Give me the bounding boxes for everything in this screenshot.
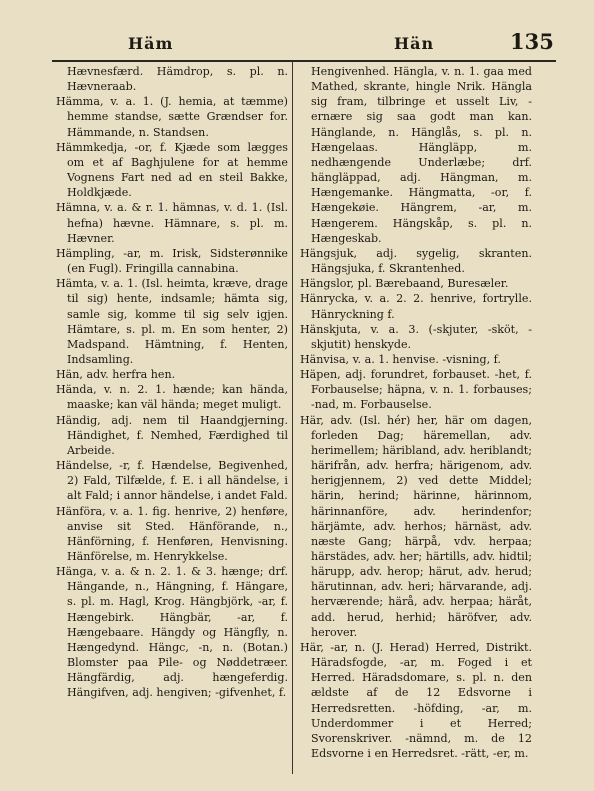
dictionary-entry: Hämpling, -ar, m. Irisk, Sidsterønnike (en Fugl). Fringilla cannabina. (56, 246, 288, 276)
dictionary-entry: Hengivenhed. Hängla, v. n. 1. gaa med Mathed, skrante, hingle Nrik. Hängla sig fram, tilbringe et usselt Liv, - ernære sig saa godt man kan. Hänglande, n. Hänglås, s. pl. n. Hængelaas. Hängläpp, m. nedhængende Underlæbe; drf. hängläppad, adj. Hängman, m. Hængemanke. Hängmatta, -or, f. Hængekøie. Hängrem, -ar, m. Hængerem. Hängskåp, s. pl. n. Hængeskab. (311, 65, 532, 245)
right-column (300, 64, 532, 784)
dictionary-entry: Hämta, v. a. 1. (Isl. heimta, kræve, drage til sig) hente, indsamle; hämta sig, samle sig, komme til sig selv igjen. Hämtare, s. pl. m. En som henter, 2) Madspand. Hämtning, f. Henten, Indsamling. (56, 277, 288, 366)
dictionary-entry: Hævnesfærd. Hämdrop, s. pl. n. Hævneraab. (67, 65, 288, 94)
left-column (56, 64, 288, 784)
dictionary-entry: Här, -ar, n. (J. Herad) Herred, Distrikt. Häradsfogde, -ar, m. Foged i et Herred. Häradsdomare, s. pl. n. den ældste af de 12 Edsvorne i Herredsretten. -höfding, -ar, m. Underdommer i et Herred; Svorenskriver. -nämnd, m. de 12 Edsvorne i en Herredsret. -rätt, -er, m. (300, 640, 532, 761)
dictionary-entry: Hänrycka, v. a. 2. 2. henrive, fortrylle. Hänryckning f. (300, 292, 532, 321)
dictionary-entry: Hän, adv. herfra hen. (56, 368, 176, 382)
dictionary-entry: Hänvisa, v. a. 1. henvise. -visning, f. (300, 352, 501, 366)
dictionary-entry: Hänga, v. a. & n. 2. 1. & 3. hænge; drf. Hängande, n., Hängning, f. Hängare, s. pl. m. Hagl, Krog. Hängbjörk, -ar, f. Hængebirk. Hängbär, -ar, f. Hængebaare. Hängdy og Hängfly, n. Hængedynd. Hängc, -n, n. (Botan.) Blomster paa Pile- og Nøddetræer. Hängfärdig, adj. hængeferdig. Hängifven, adj. hengiven; -gifvenhet, f. (56, 565, 288, 700)
dictionary-entry: Här, adv. (Isl. hér) her, här om dagen, forleden Dag; häremellan, adv. herimellem; häribland, adv. heriblandt; härifrån, adv. herfra; härigenom, adv. herigjennem, 2) ved dette Middel; härin, herind; härinne, härinnom, härinnanföre, adv. herindenfor; härjämte, adv. herhos; härnäst, adv. næste Gang; härpå, vdv. herpaa; härstädes, adv. her; härtills, adv. hidtil; härupp, adv. herop; härut, adv. herud; härutinnan, adv. heri; härvarande, adj. herværende; härå, adv. herpaa; häråt, add. herud, herhid; häröfver, adv. herover. (300, 413, 532, 639)
running-head-right: Hän (394, 34, 435, 53)
dictionary-entry: Hänskjuta, v. a. 3. (-skjuter, -sköt, -skjutit) henskyde. (300, 322, 532, 351)
dictionary-entry: Häpen, adj. forundret, forbauset. -het, f. Forbauselse; häpna, v. n. 1. forbauses; -nad, m. Forbauselse. (300, 368, 532, 412)
running-head-left: Häm (128, 34, 174, 53)
dictionary-entry: Hämma, v. a. 1. (J. hemia, at tæmme) hemme standse, sætte Grændser for. Hämmande, n. Standsen. (56, 95, 288, 139)
page-number: 135 (510, 29, 554, 54)
dictionary-entry: Hämna, v. a. & r. 1. hämnas, v. d. 1. (Isl. hefna) hævne. Hämnare, s. pl. m. Hævner. (56, 201, 288, 245)
dictionary-entry: Hänföra, v. a. 1. fig. henrive, 2) henføre, anvise sit Sted. Hänförande, n., Hänförning, f. Henføren, Henvisning. Hänförelse, m. Henrykkelse. (56, 504, 288, 563)
dictionary-entry: Hängsjuk, adj. sygelig, skranten. Hängsjuka, f. Skrantenhed. (300, 246, 532, 276)
running-header (0, 26, 594, 56)
dictionary-entry: Hängslor, pl. Bærebaand, Buresæler. (300, 277, 509, 291)
dictionary-entry: Hämmkedja, -or, f. Kjæde som lægges om et af Baghjulene for at hemme Vognens Fart ned ad en steil Bakke, Holdkjæde. (56, 140, 288, 200)
header-rule (52, 60, 556, 62)
dictionary-entry: Händelse, -r, f. Hændelse, Begivenhed, 2) Fald, Tilfælde, f. E. i all händelse, i alt Fald; i annor händelse, i andet Fald. (56, 459, 288, 503)
column-divider (292, 62, 293, 774)
dictionary-entry: Hända, v. n. 2. 1. hænde; kan hända, maaske; kan väl hända; meget muligt. (56, 383, 288, 412)
dictionary-entry: Händig, adj. nem til Haandgjerning. Händighet, f. Nemhed, Færdighed til Arbeide. (56, 413, 288, 457)
